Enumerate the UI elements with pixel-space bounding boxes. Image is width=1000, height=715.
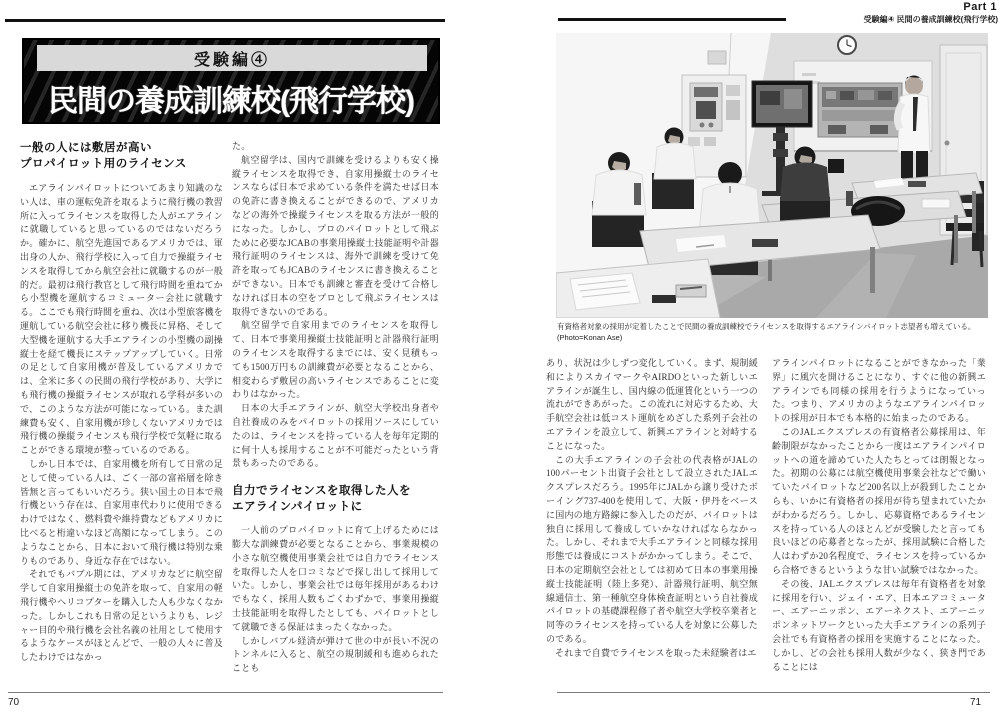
- body-paragraph: た。: [232, 141, 251, 151]
- section-heading-line: プロパイロット用のライセンス: [20, 158, 187, 170]
- page-number-right: 71: [970, 697, 982, 708]
- right-page-column-1: [546, 357, 758, 661]
- classroom-photo: [556, 33, 988, 318]
- part-label: Part 1: [963, 1, 997, 13]
- footer-rule-left-page: [8, 692, 443, 693]
- left-page-column-1: [20, 140, 223, 665]
- photo-wall-speaker: [708, 51, 726, 64]
- header-rule-right-page: [558, 18, 786, 21]
- body-paragraph: しかしバブル経済が弾けて世の中が長い不況のトンネルに入ると、航空の規制緩和も進められたことも: [232, 635, 439, 674]
- section-heading-line: 自力でライセンスを取得した人を: [232, 485, 411, 498]
- header-rule-left-page: [5, 19, 445, 22]
- page-number-left: 70: [8, 697, 20, 708]
- body-paragraph: このJALエクスプレスの有資格者公募採用は、年齢制限がなかったことから一度はエアラインパイロットへの道を諦めていた人たちとっては朗報となった。初期の公募には航空機使用事業会社などで働いていたパイロットなど200名以上が殺到したことからも、いかに有資格者の採用が待ち望まれていたかがわかるだろう。しかし、応募資格であるライセンスを持っている人のほとんどが受験したと言っても良いほどの応募者となったが、採用試験に合格した人はわずか20名程度で、ライセンスを持っているから合格できるというような甘い試験ではなかった。: [772, 426, 986, 575]
- photo-clock: [838, 36, 856, 54]
- body-paragraph: アラインパイロットになることができなかった「業界」に風穴を開けることになり、すぐに他の新興エアラインでも同様の採用を行うようになっていった。つまり、アメリカのようなエアラインパイロットの採用が日本でも本格的に始まったのである。: [772, 358, 986, 424]
- chapter-kicker: 受験編④: [37, 45, 427, 71]
- body-paragraph: あり、状況は少しずつ変化していく。まず、規制緩和によりスカイマークやAIRDOといった新しいエアラインが誕生し、国内線の低運賃化という一つの流れができあがった。この流れに対応するため、大手航空会社は低コスト運航をめざした系列子会社のエアラインを設立して、新興エアラインと対峙することになった。: [546, 358, 758, 451]
- right-page-column-2: [772, 357, 986, 674]
- body-paragraph: その後、JALエクスプレスは毎年有資格者を対象に採用を行い、ジェイ・エア、日本エアコミューター、エアーニッポン、エアーネクスト、エアーニッポンネットワークといった大手エアラインの系列子会社でも有資格者の採用を実施することになった。しかし、どの会社も採用人数が少なく、狭き門であることには: [772, 578, 986, 672]
- body-paragraph: この大手エアラインの子会社の代表格がJALの100パーセント出資子会社として設立されたJALエクスプレスだろう。1995年にJALから譲り受けたボーイング737-400を使用して、大阪・伊丹をベースに国内の地方路線に参入したのだが、パイロットは独自に採用して養成していかなければならなかった。しかし、それまで大手エアラインと同様な採用形態では養成にコストがかかってしまう。そこで、日本の定期航空会社としては初めて日本の事業用操縦士技能証明（陸上多発）、計器飛行証明、航空無線通信士、第一種航空身体検査証明という自社養成パイロットの基礎課程修了者や航空大学校卒業者と同等のライセンスを持っている人を対象に公募したのである。: [546, 454, 758, 644]
- photo-credit: (Photo=Konan Ase): [557, 332, 623, 342]
- section-heading-line: エアラインパイロットに: [232, 501, 363, 514]
- body-paragraph: 航空留学は、国内で訓練を受けるよりも安く操縦ライセンスを取得でき、自家用操縦士のライセンスならば日本で求めている条件を満たせば日本の免許に書き換えることができるので、アメリカなどの海外で操縦ライセンスを取る方法が一般的になった。しかし、プロのパイロットとして飛ぶために必要なJCABの事業用操縦士技能証明や計器飛行証明のライセンスは、海外で訓練を受けて免許を取ってもJCABのライセンスに書き換えることができない。日本でも訓練と審査を受けて合格しなければ日本の空をプロとして飛ぶライセンスは取得できないのである。: [232, 154, 439, 317]
- body-paragraph: 一人前のプロパイロットに育て上げるためには膨大な訓練費が必要となることから、事業規模の小さな航空機使用事業会社では自力でライセンスを取得した人を口コミなどで探し出して採用していた。しかし、事業会社では毎年採用があるわけでもなく、採用人数もごくわずかで、事業用操縦士技能証明を取得したとしても、パイロットとして就職できる保証はまったくなかった。: [232, 525, 439, 632]
- photo-caption: [557, 322, 989, 343]
- body-paragraph: 航空留学で自家用までのライセンスを取得して、日本で事業用操縦士技能証明と計器飛行証明のライセンスを取得するまでには、安く見積もっても1500万円もの訓練費が必要となることから、相変わらず敷居の高いライセンスであることに変わりはなかった。: [232, 320, 439, 400]
- body-paragraph: それまで自費でライセンスを取った未経験者はエ: [555, 647, 757, 658]
- chapter-title: 民間の養成訓練校(飛行学校): [48, 85, 414, 118]
- body-paragraph: それでもバブル期には、アメリカなどに航空留学して自家用操縦士の免許を取って、自家用の軽飛行機やヘリコプターを購入した人も少なくなかった。しかしこれも日常の足というよりも、レジャー目的や飛行機を会社名義の社用として使用するようなケースがほとんどで、一般の人々に普及したわけではなかっ: [20, 569, 223, 663]
- footer-rule-right-page: [557, 692, 990, 693]
- section-heading-line: 一般の人には敷居が高い: [20, 142, 152, 154]
- chapter-title-banner: [22, 38, 440, 124]
- photo-caption-text: 有資格者対象の採用が定着したことで民間の養成訓練校でライセンスを取得するエアラインパイロット志望者も増えている。: [557, 322, 976, 331]
- left-page-column-2: [232, 140, 439, 676]
- body-paragraph: しかし日本では、自家用機を所有して日常の足として使っている人は、ごく一部の富裕層を除き皆無と言ってもいいだろう。狭い国土の日本で飛行機という存在は、自家用車代わりに使用できるわけではなく、燃料費や維持費などもアメリカに比べると桁違いなほど高額になってしまう。このようなことから、日本において飛行機は特別な乗りものであり、身近な存在ではない。: [20, 458, 223, 566]
- section-heading: [20, 140, 223, 172]
- body-paragraph: エアラインパイロットについてあまり知識のない人は、車の運転免許を取るように飛行機の教習所に入ってライセンスを取得した人がエアラインに就職していると思っているのではないだろうか。確かに、航空先進国であるアメリカでは、軍出身の人か、飛行学校に入って自力で操縦ライセンスを取得してから航空会社に就職するのが一般的だ。最初は飛行教官として飛行時間を重ねてから小型機を運航するコミューター会社に就職する。ここでも飛行時間を重ね、次は小型旅客機を運航している航空会社に移り機長に昇格、そして大型機を運航する大手エアラインの小型機の副操縦士を経て機長にステップアップしていく。日常の足として自家用機が普及しているアメリカでは、全米に多くの民間の飛行学校があり、大学にも飛行機の操縦ライセンスが取れる学科が多いので、このような方法が可能になっている。また訓練費も安く、自家用機が珍しくないアメリカでは飛行機の操縦ライセンスも飛行学校で気軽に取ることができる環境が整っているのである。: [20, 183, 223, 456]
- section-heading: [232, 483, 439, 515]
- body-paragraph: 日本の大手エアラインが、航空大学校出身者や自社養成のみをパイロットの採用ソースにしていたのは、ライセンスを持っている人を毎年定期的に何十人も採用することが不可能だったという背景もあったのである。: [232, 403, 439, 469]
- running-header: 受験編④ 民間の養成訓練校(飛行学校): [863, 15, 998, 24]
